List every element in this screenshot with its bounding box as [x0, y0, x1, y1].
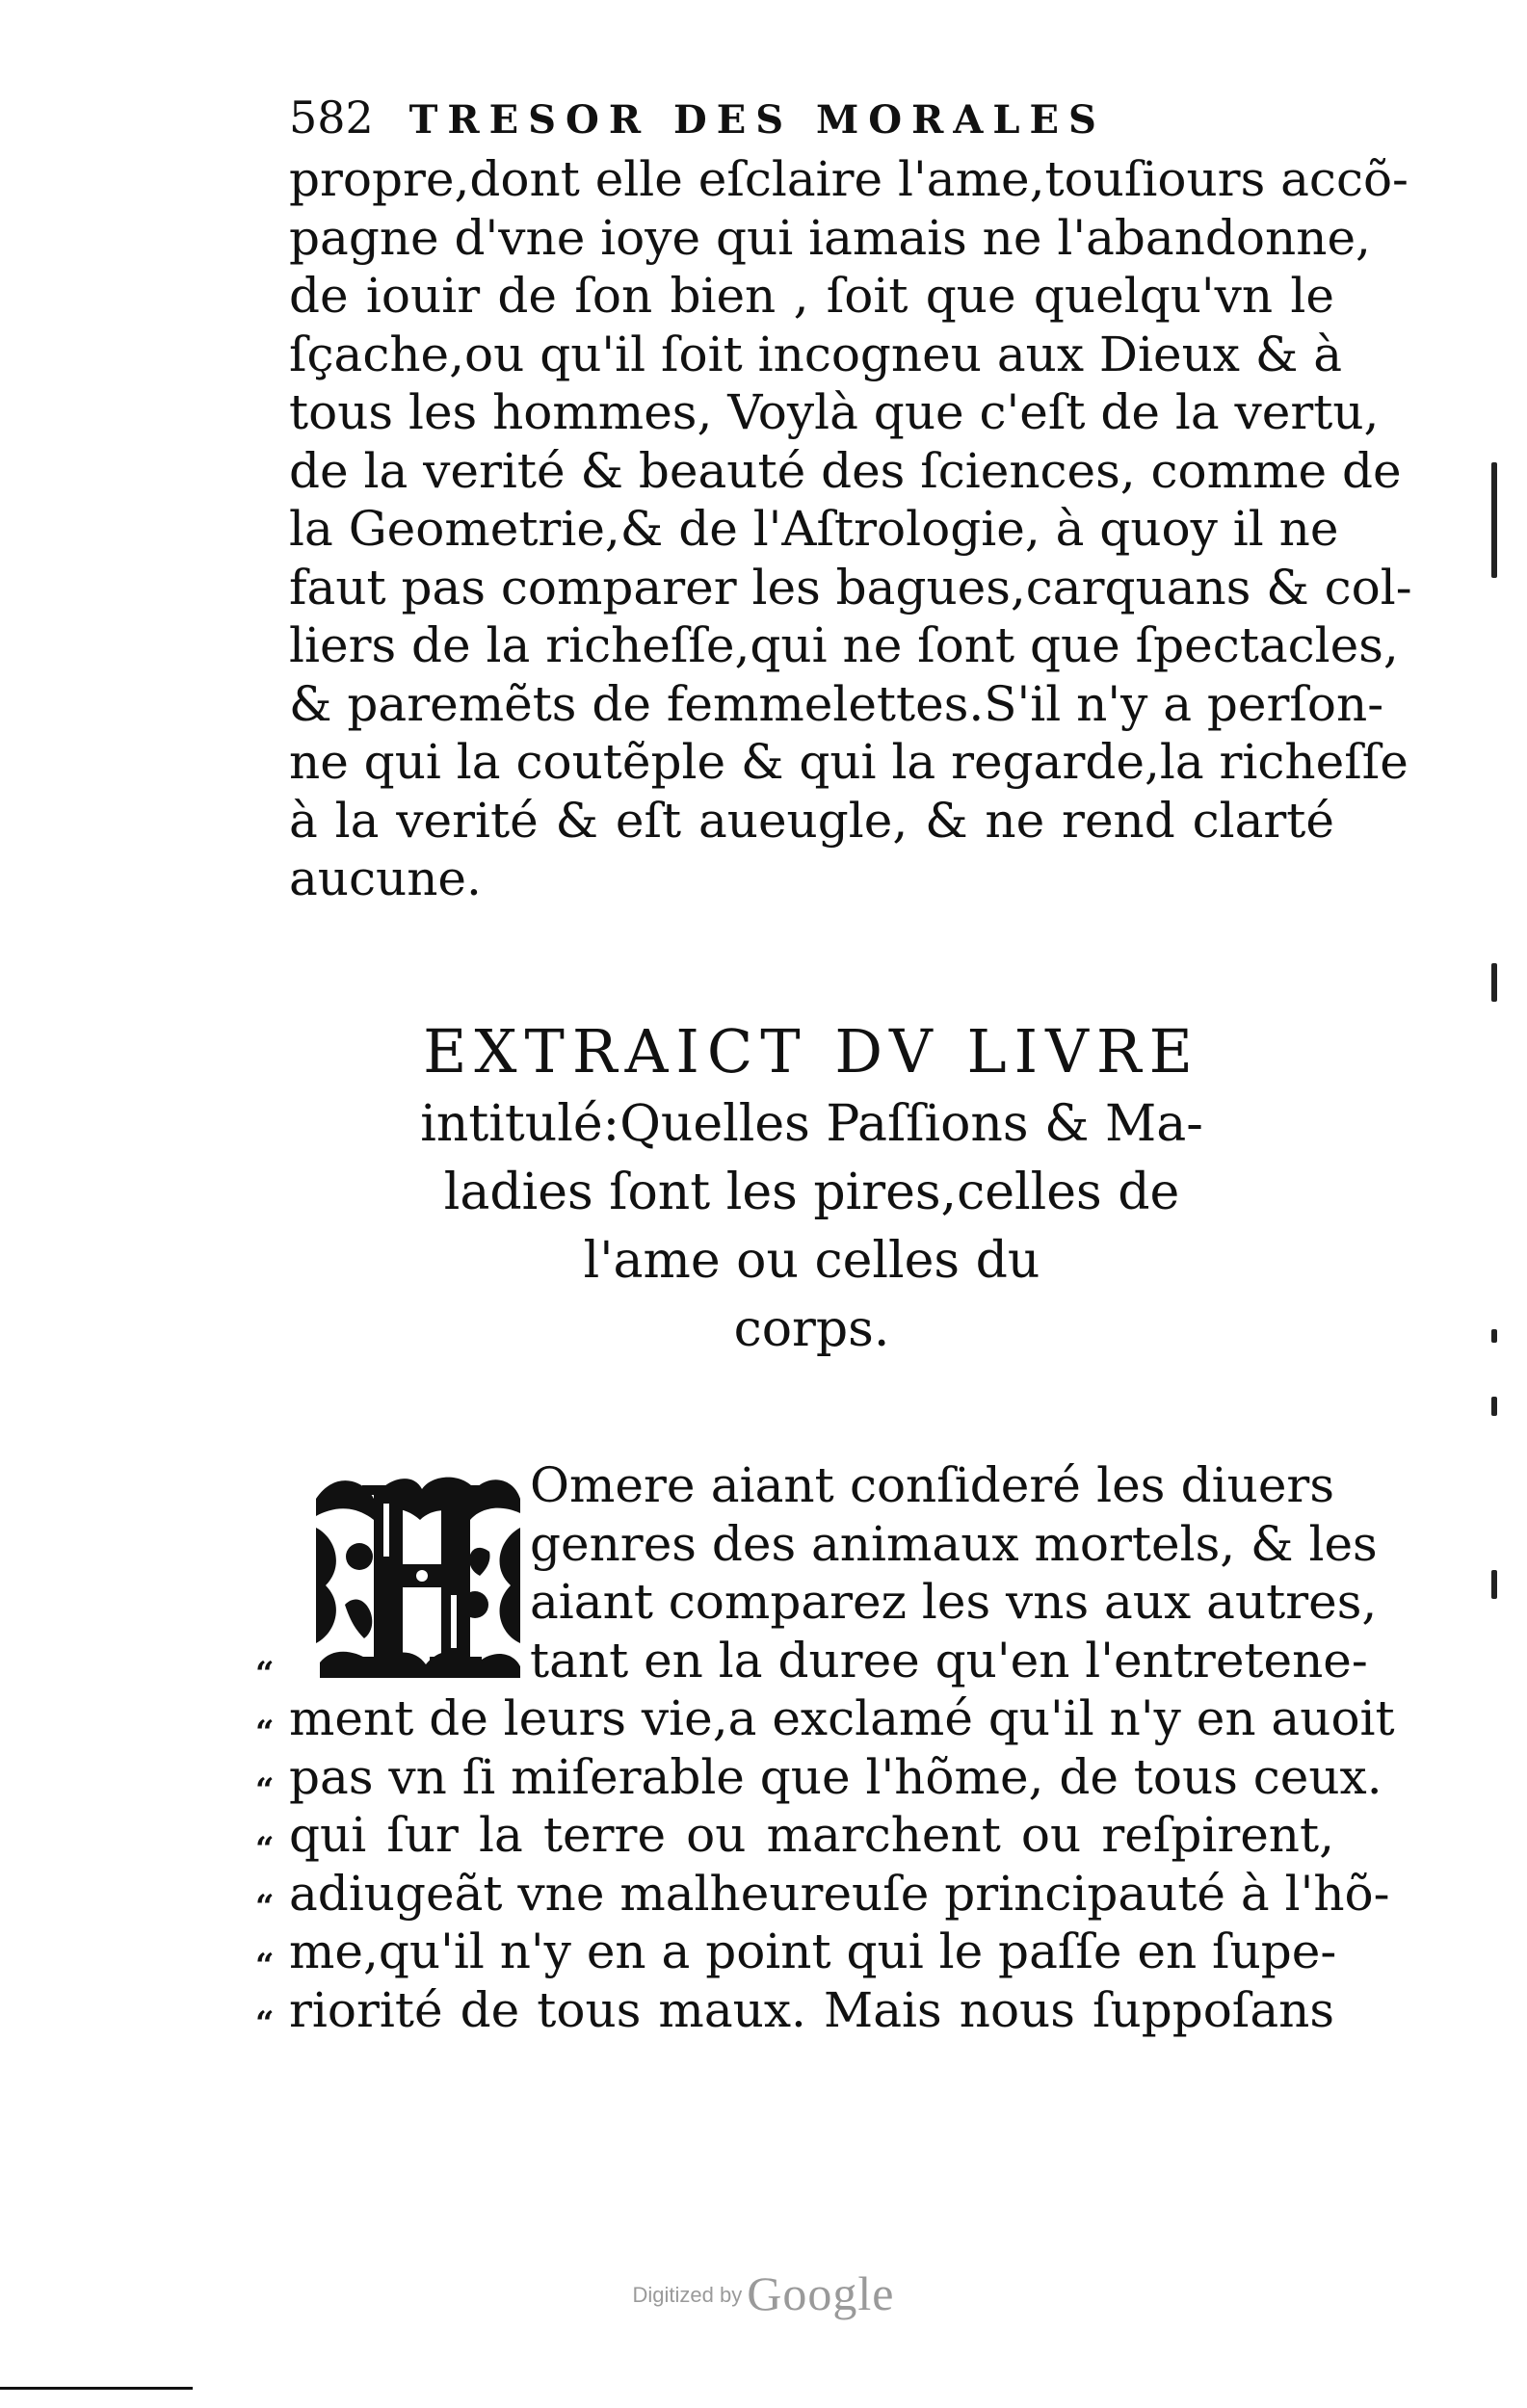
running-title: TRESOR DES MORALES [408, 97, 1106, 143]
text-line: ſçache,ou qu'il ſoit incogneu aux Dieux & à [289, 326, 1343, 382]
text-line: la Geometrie,& de l'Aſtrologie, à quoy il ne [289, 501, 1339, 557]
text-line: adiugeãt vne malheureuſe principauté à l'hõ- [289, 1865, 1390, 1922]
text-line: de iouir de ſon bien , ſoit que quelqu'vn le [289, 268, 1334, 324]
text-line: genres des animaux mortels, & les [530, 1515, 1378, 1572]
marginal-quote-marks [255, 1645, 294, 2054]
quote-mark: “ [255, 1888, 275, 1926]
digitized-watermark [0, 2265, 1527, 2321]
text-line: tous les hommes, Voylà que c'eſt de la vertu, [289, 384, 1380, 440]
text-line: me,qu'il n'y en a point qui le paſſe en ſupe- [289, 1924, 1337, 1979]
text-line: aiant comparez les vns aux autres, [530, 1574, 1378, 1630]
heading-line: intitulé:Quelles Paſſions & Ma- [420, 1095, 1203, 1153]
text-line: pas vn ſi miſerable que l'hõme, de tous ceux. [289, 1748, 1382, 1805]
running-head [289, 89, 1252, 149]
edge-mark [1491, 963, 1497, 1002]
text-line: de la verité & beauté des ſciences, comme de [289, 442, 1402, 499]
text-line: riorité de tous maux. Mais nous ſuppoſans [289, 1981, 1334, 2038]
edge-mark [1491, 1397, 1497, 1416]
text-line: Omere aiant conſideré les diuers [530, 1457, 1334, 1513]
quote-mark: “ [255, 1713, 275, 1752]
heading-title: EXTRAICT DV LIVRE [423, 1016, 1200, 1086]
text-line: aucune. [289, 851, 482, 906]
paragraph-2 [289, 1456, 1395, 2039]
quote-mark: “ [255, 1946, 275, 1985]
paragraph-1 [289, 150, 1412, 908]
text-line: & paremẽts de femmelettes.S'il n'y a perſon- [289, 675, 1384, 732]
quote-mark: “ [255, 1655, 275, 1693]
edge-mark [1491, 1570, 1497, 1599]
section-heading [289, 1013, 1334, 1364]
quote-mark: “ [255, 1771, 275, 1810]
text-line: ne qui la coutẽple & qui la regarde,la richeſſe [289, 734, 1409, 790]
edge-mark [1491, 1329, 1497, 1343]
quote-mark: “ [255, 2004, 275, 2043]
heading-line: corps. [733, 1300, 890, 1358]
quote-mark: “ [255, 1829, 275, 1869]
text-line: faut pas comparer les bagues,carquans & col- [289, 559, 1412, 615]
text-line: ment de leurs vie,a exclamé qu'il n'y en auoit [289, 1690, 1395, 1746]
text-line: propre,dont elle eſclaire l'ame,touſiours accõ- [289, 151, 1409, 207]
heading-line: ladies ſont les pires,celles de [443, 1164, 1180, 1221]
text-line: qui ſur la terre ou marchent ou reſpirent, [289, 1807, 1334, 1863]
heading-line: l'ame ou celles du [583, 1232, 1040, 1290]
text-line: pagne d'vne ioye qui iamais ne l'abandonne, [289, 209, 1371, 266]
text-line: à la verité & eſt aueugle, & ne rend clarté [289, 792, 1334, 849]
text-line: tant en la duree qu'en l'entretene- [530, 1632, 1368, 1688]
edge-mark [1491, 462, 1497, 578]
bottom-rule [0, 2387, 193, 2390]
page-number: 582 [289, 92, 374, 144]
digitized-by-label: Digitized by [632, 2283, 743, 2307]
google-logo: Google [747, 2266, 895, 2320]
page-edge-marks [1491, 462, 1511, 1714]
text-line: liers de la richeſſe,qui ne ſont que ſpectacles, [289, 617, 1399, 673]
